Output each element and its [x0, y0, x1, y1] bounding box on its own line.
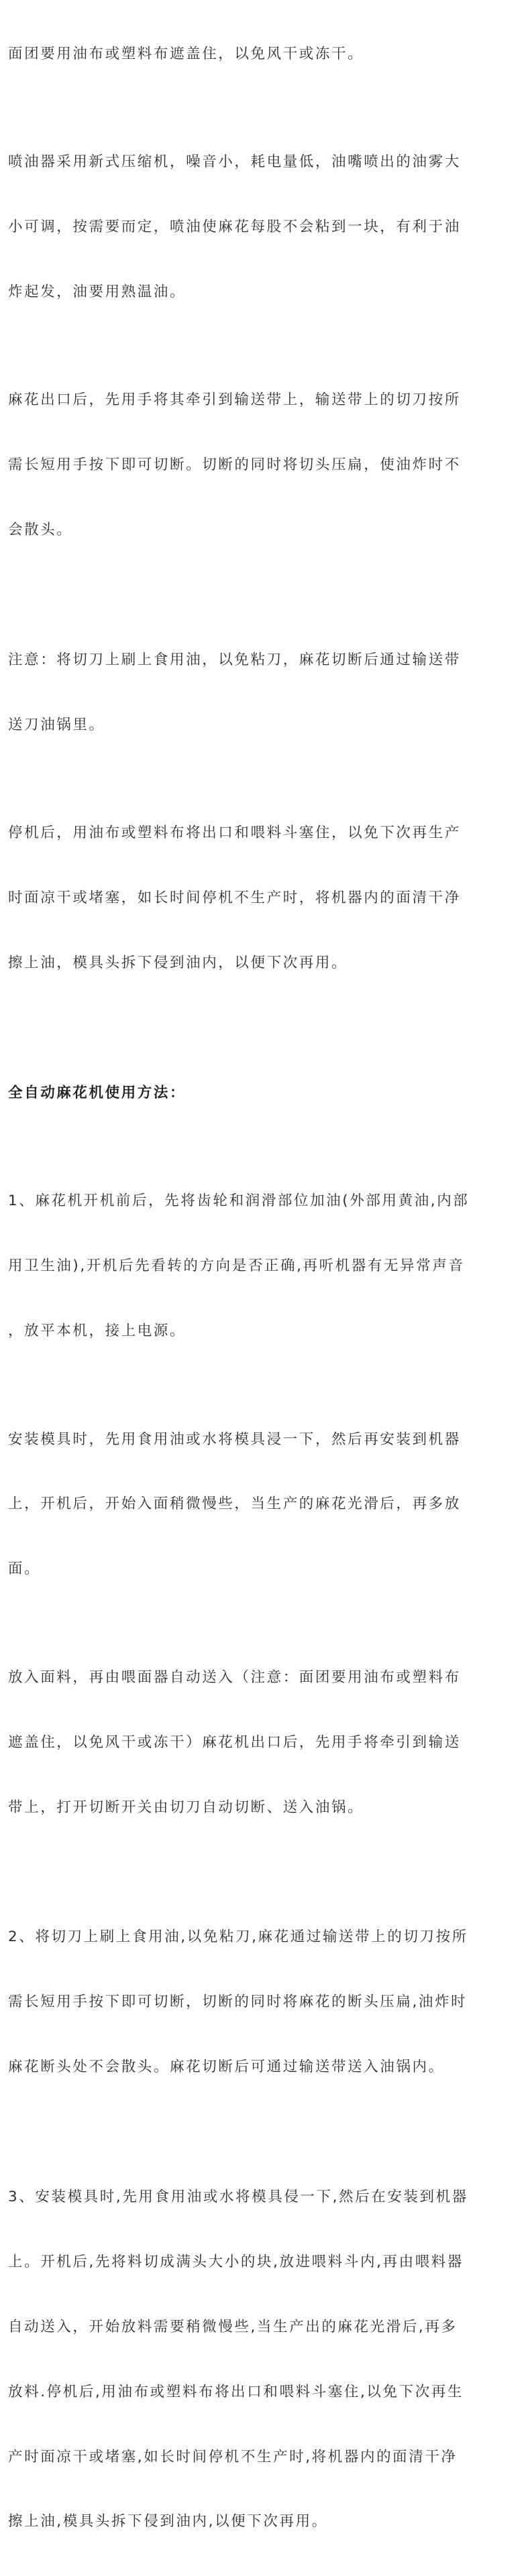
- text-line: 停机后，用油布或塑料布将出口和喂料斗塞住，以免下次再生产: [8, 824, 461, 842]
- text-line: 会散头。: [8, 522, 73, 539]
- blank-line: [8, 1862, 522, 1884]
- text-line: 3、安装模具时,先用食用油或水将模具侵一下,然后在安装到机器: [8, 2188, 468, 2205]
- paragraph-step-3: [8, 2143, 522, 2576]
- paragraph-shutdown: [8, 780, 522, 1018]
- paragraph-step-1: [8, 1148, 522, 1386]
- paragraph-mold-install: [8, 1386, 522, 1623]
- text-line: 麻花断头处不会散头。麻花切断后可通过输送带送入油锅内。: [8, 2059, 445, 2076]
- document-body: [8, 0, 522, 2576]
- text-line: 遮盖住，以免风干或冻干）麻花机出口后，先用手将牵引到输送: [8, 1733, 461, 1751]
- text-line: 喷油器采用新式压缩机，噪音小，耗电量低，油嘴喷出的油雾大: [8, 154, 461, 171]
- paragraph-feeding: [8, 1623, 522, 1861]
- text-line: 面团要用油布或塑料布遮盖住，以免风干或冻干。: [8, 45, 364, 62]
- text-line: 上。开机后,先将料切成满头大小的块,放进喂料斗内,再由喂料器: [8, 2253, 464, 2270]
- blank-line: [8, 2122, 522, 2143]
- text-line: 需长短用手按下即可切断，切断的同时将麻花的断头压扁,油炸时: [8, 1994, 468, 2011]
- paragraph-oil-sprayer: [8, 108, 522, 346]
- text-line: 安装模具时，先用食用油或水将模具浸一下，然后再安装到机器: [8, 1430, 461, 1448]
- text-line: 放料.停机后,用油布或塑料布将出口和喂料斗塞住,以免下次再生: [8, 2383, 464, 2400]
- blank-line: [8, 1018, 522, 1039]
- text-line: 注意：将切刀上刷上食用油，以免粘刀，麻花切断后通过输送带: [8, 651, 461, 668]
- text-line: 2、将切刀上刷上食用油,以免粘刀,麻花通过输送带上的切刀按所: [8, 1928, 468, 1946]
- text-line: 自动送入，开始放料需要稍微慢些,当生产出的麻花光滑后,再多: [8, 2318, 458, 2335]
- text-line: 产时面凉干或堵塞,如长时间停机不生产时,将机器内的面清干净: [8, 2448, 458, 2465]
- text-line: 1、麻花机开机前后，先将齿轮和润滑部位加油(外部用黄油,内部: [8, 1192, 470, 1210]
- text-line: 擦上油,模具头拆下侵到油内,以便下次再用。: [8, 2513, 328, 2530]
- paragraph-dough-cover: [8, 0, 522, 108]
- text-line: 送刀油锅里。: [8, 716, 105, 733]
- text-line: 面。: [8, 1560, 41, 1578]
- section-heading: [8, 1039, 522, 1147]
- text-line: 放入面料，再由喂面器自动送入（注意：面团要用油布或塑料布: [8, 1668, 461, 1686]
- text-line: 上，开机后，开始入面稍微慢些，当生产的麻花光滑后，再多放: [8, 1495, 461, 1513]
- paragraph-step-2: [8, 1884, 522, 2122]
- text-line: 用卫生油),开机后先看转的方向是否正确,再听机器有无异常声音: [8, 1258, 465, 1275]
- text-line: 带上，打开切断开关由切刀自动切断、送入油锅。: [8, 1798, 364, 1816]
- paragraph-outlet-cutting: [8, 347, 522, 585]
- text-line: 时面凉干或堵塞，如长时间停机不生产时，将机器内的面清干净: [8, 890, 461, 907]
- section-title: 全自动麻花机使用方法：: [8, 1084, 187, 1101]
- paragraph-notice: [8, 606, 522, 779]
- text-line: 麻花出口后，先用手将其牵引到输送带上，输送带上的切刀按所: [8, 391, 461, 409]
- text-line: 炸起发，油要用熟温油。: [8, 283, 187, 300]
- blank-line: [8, 585, 522, 606]
- text-line: 小可调，按需要而定，喷油使麻花每股不会粘到一块，有利于油: [8, 218, 461, 235]
- text-line: 擦上油，模具头拆下侵到油内，以便下次再用。: [8, 955, 348, 972]
- text-line: 需长短用手按下即可切断。切断的同时将切头压扁，使油炸时不: [8, 456, 461, 474]
- text-line: ，放平本机，接上电源。: [8, 1323, 187, 1340]
